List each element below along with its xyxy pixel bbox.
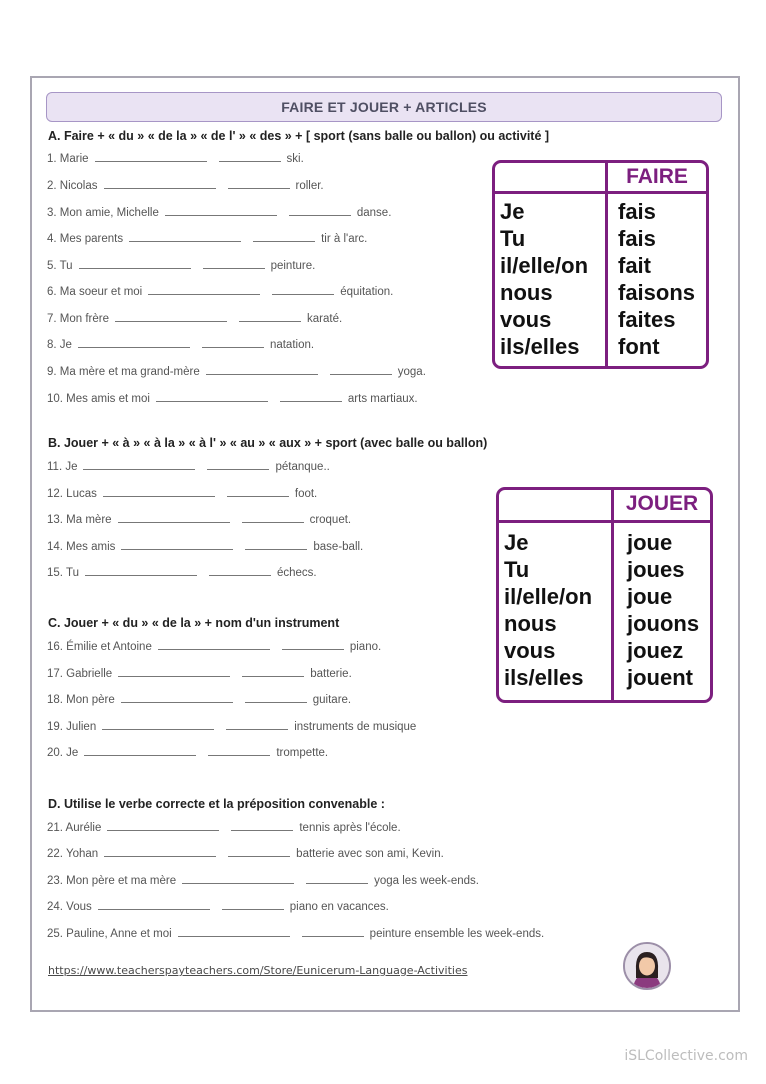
article-blank[interactable]	[231, 817, 293, 831]
item-subject: 1. Marie	[47, 153, 89, 165]
faire-form: fais	[618, 226, 656, 251]
verb-blank[interactable]	[115, 308, 227, 322]
item-complement: peinture ensemble les week-ends.	[369, 928, 545, 940]
exercise-item	[47, 483, 317, 499]
verb-blank[interactable]	[85, 562, 197, 576]
exercise-item	[47, 636, 381, 652]
item-subject: 24. Vous	[47, 901, 92, 913]
item-complement: trompette.	[276, 747, 329, 759]
article-blank[interactable]	[222, 896, 284, 910]
exercise-item	[47, 562, 317, 578]
article-blank[interactable]	[302, 923, 364, 937]
faire-header-rule	[495, 191, 706, 194]
faire-pronoun: il/elle/on	[500, 253, 589, 278]
jouer-header-rule	[499, 520, 710, 523]
exercise-item	[47, 308, 342, 324]
exercise-item	[47, 228, 367, 244]
exercise-item	[47, 843, 444, 859]
item-complement: yoga.	[397, 366, 426, 378]
author-avatar	[623, 942, 671, 990]
item-subject: 25. Pauline, Anne et moi	[47, 928, 172, 940]
jouer-forms	[627, 529, 699, 691]
article-blank[interactable]	[239, 308, 301, 322]
exercise-item	[47, 202, 391, 218]
exercise-item	[47, 870, 479, 886]
jouer-pronouns	[504, 529, 592, 691]
item-subject: 15. Tu	[47, 567, 79, 579]
item-complement: base-ball.	[313, 541, 364, 553]
article-blank[interactable]	[228, 843, 290, 857]
article-blank[interactable]	[245, 536, 307, 550]
verb-blank[interactable]	[83, 456, 195, 470]
item-complement: tennis après l'école.	[299, 822, 401, 834]
item-complement: yoga les week-ends.	[374, 875, 479, 887]
exercise-item	[47, 175, 324, 191]
item-subject: 20. Je	[47, 747, 79, 759]
jouer-form: joue	[627, 584, 673, 609]
item-complement: danse.	[356, 207, 392, 219]
verb-blank[interactable]	[148, 281, 260, 295]
item-complement: échecs.	[276, 567, 317, 579]
verb-blank[interactable]	[129, 228, 241, 242]
teacher-store-link[interactable]: https://www.teacherspayteachers.com/Store/Eunicerum-Language-Activities	[48, 964, 468, 977]
verb-blank[interactable]	[121, 536, 233, 550]
jouer-pronoun: Je	[504, 530, 529, 555]
article-blank[interactable]	[242, 509, 304, 523]
article-blank[interactable]	[207, 456, 269, 470]
faire-pronouns	[500, 198, 588, 360]
item-complement: natation.	[269, 339, 315, 351]
item-complement: piano en vacances.	[289, 901, 389, 913]
article-blank[interactable]	[227, 483, 289, 497]
worksheet-title: FAIRE ET JOUER + ARTICLES	[46, 92, 722, 122]
faire-forms	[618, 198, 695, 360]
avatar-icon	[625, 944, 669, 988]
article-blank[interactable]	[280, 388, 342, 402]
exercise-item	[47, 536, 363, 552]
item-complement: piano.	[349, 641, 382, 653]
exercise-item	[47, 361, 426, 377]
jouer-form: joues	[627, 557, 685, 582]
item-subject: 9. Ma mère et ma grand-mère	[47, 366, 200, 378]
article-blank[interactable]	[245, 689, 307, 703]
exercise-item	[47, 148, 304, 164]
item-subject: 14. Mes amis	[47, 541, 116, 553]
item-subject: 3. Mon amie, Michelle	[47, 207, 159, 219]
item-subject: 17. Gabrielle	[47, 668, 113, 680]
jouer-pronoun: vous	[504, 638, 556, 663]
verb-blank[interactable]	[182, 870, 294, 884]
exercise-item	[47, 388, 418, 404]
verb-blank[interactable]	[84, 742, 196, 756]
exercise-item	[47, 281, 393, 297]
item-complement: roller.	[295, 180, 324, 192]
faire-pronoun: Je	[500, 199, 525, 224]
article-blank[interactable]	[203, 255, 265, 269]
faire-form: faisons	[618, 280, 696, 305]
section-c-heading: C. Jouer + « du » « de la » + nom d'un instrument	[48, 616, 340, 630]
item-subject: 12. Lucas	[47, 488, 97, 500]
verb-blank[interactable]	[107, 817, 219, 831]
verb-blank[interactable]	[104, 175, 216, 189]
article-blank[interactable]	[282, 636, 344, 650]
item-complement: pétanque..	[275, 461, 330, 473]
item-complement: ski.	[286, 153, 304, 165]
verb-blank[interactable]	[158, 636, 270, 650]
verb-blank[interactable]	[98, 896, 210, 910]
item-subject: 13. Ma mère	[47, 514, 112, 526]
article-blank[interactable]	[208, 742, 270, 756]
item-complement: foot.	[294, 488, 318, 500]
exercise-item	[47, 663, 352, 679]
verb-blank[interactable]	[206, 361, 318, 375]
article-blank[interactable]	[209, 562, 271, 576]
article-blank[interactable]	[226, 716, 288, 730]
article-blank[interactable]	[219, 148, 281, 162]
item-complement: karaté.	[307, 313, 343, 325]
faire-pronoun: ils/elles	[500, 334, 580, 359]
faire-divider	[605, 191, 608, 366]
item-subject: 10. Mes amis et moi	[47, 393, 150, 405]
item-subject: 19. Julien	[47, 721, 97, 733]
jouer-pronoun: nous	[504, 611, 557, 636]
faire-form: fais	[618, 199, 656, 224]
item-subject: 6. Ma soeur et moi	[47, 286, 143, 298]
exercise-item	[47, 923, 544, 939]
article-blank[interactable]	[242, 663, 304, 677]
faire-pronoun: nous	[500, 280, 553, 305]
verb-blank[interactable]	[104, 843, 216, 857]
verb-blank[interactable]	[103, 483, 215, 497]
verb-blank[interactable]	[156, 388, 268, 402]
item-complement: peinture.	[270, 260, 316, 272]
item-complement: croquet.	[309, 514, 352, 526]
item-subject: 8. Je	[47, 339, 72, 351]
exercise-item	[47, 456, 330, 472]
item-subject: 7. Mon frère	[47, 313, 109, 325]
faire-form: font	[618, 334, 660, 359]
verb-blank[interactable]	[121, 689, 233, 703]
item-subject: 22. Yohan	[47, 848, 99, 860]
worksheet	[30, 76, 740, 1012]
faire-pronoun: vous	[500, 307, 552, 332]
jouer-title: JOUER	[625, 492, 699, 515]
site-watermark: iSLCollective.com	[624, 1048, 748, 1064]
item-subject: 2. Nicolas	[47, 180, 98, 192]
item-complement: guitare.	[312, 694, 352, 706]
jouer-title-divider	[611, 490, 614, 520]
jouer-divider	[611, 520, 614, 700]
section-d-heading: D. Utilise le verbe correcte et la préposition convenable :	[48, 797, 385, 811]
verb-blank[interactable]	[78, 334, 190, 348]
section-b-heading: B. Jouer + « à » « à la » « à l' » « au » « aux » + sport (avec balle ou ballon)	[48, 436, 488, 450]
article-blank[interactable]	[330, 361, 392, 375]
item-subject: 11. Je	[47, 461, 78, 473]
exercise-item	[47, 689, 351, 705]
item-complement: équitation.	[340, 286, 394, 298]
item-subject: 5. Tu	[47, 260, 73, 272]
verb-blank[interactable]	[118, 509, 230, 523]
faire-form: fait	[618, 253, 651, 278]
item-subject: 21. Aurélie	[47, 822, 102, 834]
exercise-item	[47, 509, 351, 525]
section-a-heading: A. Faire + « du » « de la » « de l' » « des » + [ sport (sans balle ou ballon) ou activité ]	[48, 129, 550, 143]
article-blank[interactable]	[228, 175, 290, 189]
exercise-item	[47, 716, 416, 732]
verb-blank[interactable]	[118, 663, 230, 677]
item-subject: 4. Mes parents	[47, 233, 124, 245]
item-complement: tir à l'arc.	[321, 233, 368, 245]
item-complement: batterie.	[310, 668, 352, 680]
item-complement: instruments de musique	[294, 721, 417, 733]
article-blank[interactable]	[289, 202, 351, 216]
verb-blank[interactable]	[165, 202, 277, 216]
article-blank[interactable]	[272, 281, 334, 295]
jouer-form: joue	[627, 530, 673, 555]
exercise-item	[47, 255, 315, 271]
jouer-form: jouons	[627, 611, 700, 636]
jouer-form: jouez	[627, 638, 684, 663]
item-subject: 23. Mon père et ma mère	[47, 875, 177, 887]
verb-blank[interactable]	[79, 255, 191, 269]
verb-blank[interactable]	[95, 148, 207, 162]
verb-blank[interactable]	[102, 716, 214, 730]
article-blank[interactable]	[253, 228, 315, 242]
verb-blank[interactable]	[178, 923, 290, 937]
faire-conjugation-table	[492, 160, 709, 369]
exercise-item	[47, 742, 328, 758]
item-subject: 18. Mon père	[47, 694, 115, 706]
item-subject: 16. Émilie et Antoine	[47, 641, 152, 653]
item-complement: arts martiaux.	[347, 393, 418, 405]
faire-pronoun: Tu	[500, 226, 526, 251]
jouer-pronoun: ils/elles	[504, 665, 584, 690]
jouer-pronoun: il/elle/on	[504, 584, 593, 609]
exercise-item	[47, 334, 314, 350]
faire-title-divider	[605, 163, 608, 191]
item-complement: batterie avec son ami, Kevin.	[296, 848, 444, 860]
article-blank[interactable]	[306, 870, 368, 884]
jouer-conjugation-table	[496, 487, 713, 703]
exercise-item	[47, 817, 401, 833]
jouer-pronoun: Tu	[504, 557, 530, 582]
article-blank[interactable]	[202, 334, 264, 348]
faire-form: faites	[618, 307, 676, 332]
jouer-form: jouent	[627, 665, 693, 690]
exercise-item	[47, 896, 389, 912]
faire-title: FAIRE	[626, 165, 688, 188]
